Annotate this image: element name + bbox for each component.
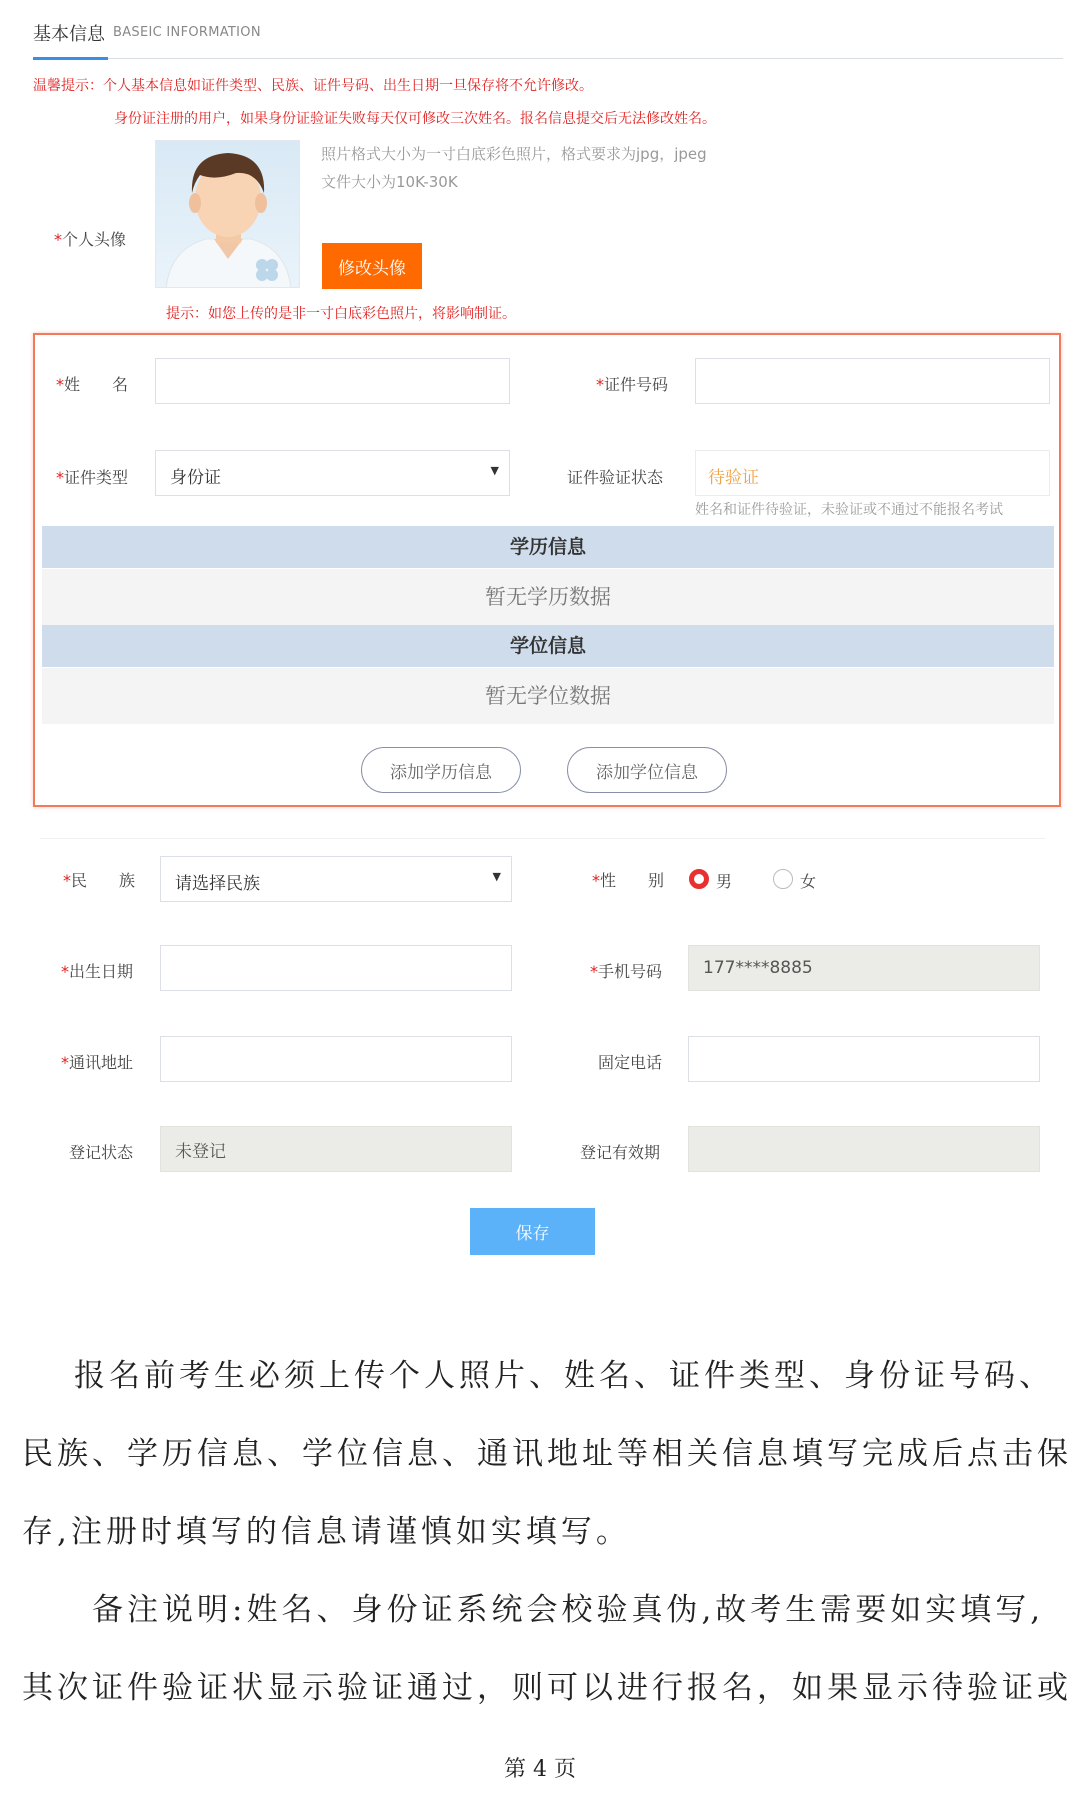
avatar-hint: 提示：如您上传的是非一寸白底彩色照片，将影响制证。 xyxy=(166,306,516,322)
gender-male-label: 男 xyxy=(716,872,733,891)
gender-male-radio[interactable] xyxy=(689,869,709,889)
degree-empty: 暂无学位数据 xyxy=(42,668,1054,724)
gender-female-radio[interactable] xyxy=(773,869,793,889)
page-number: 第 4 页 xyxy=(504,1757,576,1782)
name-label: *姓 名 xyxy=(56,375,129,394)
doc-para1-line3: 存,注册时填写的信息请谨慎如实填写。 xyxy=(22,1514,631,1550)
name-input[interactable] xyxy=(155,358,510,404)
dropdown-arrow-icon: ▼ xyxy=(492,870,501,883)
register-status-field xyxy=(160,1126,512,1172)
required-mark: * xyxy=(54,230,62,249)
register-status-label: 登记状态 xyxy=(69,1143,134,1162)
photo-size-note: 文件大小为10K-30K xyxy=(321,173,458,191)
phone-label: *手机号码 xyxy=(590,962,663,981)
doc-para2-line2: 其次证件验证状显示验证通过，则可以进行报名，如果显示待验证或 xyxy=(22,1670,1072,1706)
notice-line-2: 身份证注册的用户，如果身份证验证失败每天仅可修改三次姓名。报名信息提交后无法修改姓名。 xyxy=(114,111,716,127)
ethnicity-select[interactable] xyxy=(160,856,512,902)
verify-status-field: 待验证 xyxy=(695,450,1050,496)
notice-line-1: 温馨提示：个人基本信息如证件类型、民族、证件号码、出生日期一旦保存将不允许修改。 xyxy=(33,78,593,94)
landline-input[interactable] xyxy=(688,1036,1040,1082)
dropdown-arrow-icon: ▼ xyxy=(490,464,499,477)
address-input[interactable] xyxy=(160,1036,512,1082)
degree-header: 学位信息 xyxy=(42,625,1054,667)
header-accent-bar xyxy=(33,57,108,60)
add-education-button[interactable]: 添加学历信息 xyxy=(361,747,521,793)
avatar-label: *个人头像 xyxy=(54,230,127,249)
verify-status-note: 姓名和证件待验证，未验证或不通过不能报名考试 xyxy=(695,502,1003,518)
register-valid-label: 登记有效期 xyxy=(580,1143,661,1162)
save-button[interactable]: 保存 xyxy=(470,1208,595,1255)
avatar-image[interactable] xyxy=(155,140,300,288)
id-type-value: 身份证 xyxy=(170,468,221,488)
section-title: 基本信息 xyxy=(33,24,105,45)
education-empty: 暂无学历数据 xyxy=(42,569,1054,625)
doc-para1-line1: 报名前考生必须上传个人照片、姓名、证件类型、身份证号码、 xyxy=(74,1358,1054,1394)
change-avatar-button[interactable]: 修改头像 xyxy=(322,243,422,289)
verify-status-label: 证件验证状态 xyxy=(567,468,664,487)
id-type-label: *证件类型 xyxy=(56,468,129,487)
doc-para1-line2: 民族、学历信息、学位信息、通讯地址等相关信息填写完成后点击保 xyxy=(22,1436,1072,1472)
add-degree-button[interactable]: 添加学位信息 xyxy=(567,747,727,793)
default-avatar-icon xyxy=(156,141,300,288)
address-label: *通讯地址 xyxy=(61,1053,134,1072)
education-header: 学历信息 xyxy=(42,526,1054,568)
gender-female-label: 女 xyxy=(800,872,817,891)
ethnicity-value: 请选择民族 xyxy=(175,874,260,894)
doc-para2-line1: 备注说明:姓名、身份证系统会校验真伪,故考生需要如实填写, xyxy=(92,1592,1045,1628)
landline-label: 固定电话 xyxy=(598,1053,663,1072)
register-valid-field xyxy=(688,1126,1040,1172)
ethnicity-label: *民 族 xyxy=(63,871,136,890)
gender-label: *性 别 xyxy=(592,871,665,890)
birth-date-label: *出生日期 xyxy=(61,962,134,981)
photo-format-note: 照片格式大小为一寸白底彩色照片，格式要求为jpg，jpeg xyxy=(321,145,707,163)
id-type-select[interactable] xyxy=(155,450,510,496)
phone-input[interactable] xyxy=(688,945,1040,991)
id-number-input[interactable] xyxy=(695,358,1050,404)
birth-date-input[interactable] xyxy=(160,945,512,991)
id-number-label: *证件号码 xyxy=(596,375,669,394)
details-divider xyxy=(40,838,1045,839)
header-divider xyxy=(33,58,1063,59)
section-subtitle: BASEIC INFORMATION xyxy=(113,25,261,40)
